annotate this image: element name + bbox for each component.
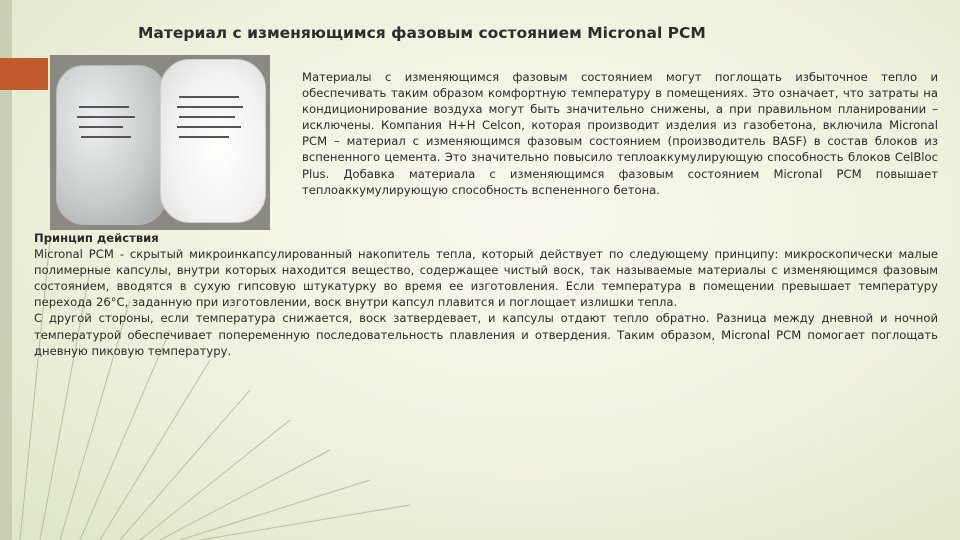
- label-line: [79, 126, 123, 128]
- label-line: [179, 116, 235, 118]
- pcm-packs-photo: [50, 55, 270, 230]
- label-line: [177, 106, 243, 108]
- principle-heading: Принцип действия: [34, 231, 159, 245]
- gel-pack-white: [160, 59, 266, 223]
- label-line: [179, 136, 229, 138]
- gel-pack-clear: [56, 65, 166, 225]
- label-line: [81, 136, 131, 138]
- accent-block: [0, 58, 48, 90]
- principle-paragraph-1: Micronal PCM - скрытый микроинкапсулированный накопитель тепла, который действует по следующему принципу: микроскопически малые полимерные капсулы, внутри которых находится вещество, содержащее чистый воск, так называемые материалы с изменяющимся фазовым состоянием, вводятся в сухую гипсовую штукатурку во время ее изготовления. Если температура в помещении превышает температуру перехода 26°С, заданную при изготовлении, воск внутри капсул плавится и поглощает излишки тепла.: [34, 247, 938, 310]
- slide-title: Материал с изменяющимся фазовым состоянием Micronal PCM: [138, 24, 706, 42]
- label-line: [177, 126, 241, 128]
- label-line: [77, 116, 135, 118]
- label-line: [179, 96, 239, 98]
- principle-section: [34, 230, 938, 359]
- principle-paragraph-2: С другой стороны, если температура снижается, воск затвердевает, и капсулы отдают тепло обратно. Разница между дневной и ночной температурой обеспечивает попеременную последовательность плавления и отвердения. Таким образом, Micronal PCM помогает поглощать дневную пиковую температуру.: [34, 311, 938, 358]
- intro-paragraph: Материалы с изменяющимся фазовым состоянием могут поглощать избыточное тепло и обеспечивать таким образом комфортную температуру в помещениях. Это означает, что затраты на кондиционирование воздуха могут быть значительно снижены, а при правильном планировании –исключены. Компания H+H Celcon, которая производит изделия из газобетона, включила Micronal PCM – материал с изменяющимся фазовым состоянием (производитель BASF) в состав блоков из вспененного цемента. Это значительно повысило теплоаккумулирующую способность блоков CelBloc Plus. Добавка материала с изменяющимся фазовым состоянием Micronal PCM повышает теплоаккумулирующую способность вспененного бетона.: [302, 70, 938, 197]
- label-line: [79, 106, 129, 108]
